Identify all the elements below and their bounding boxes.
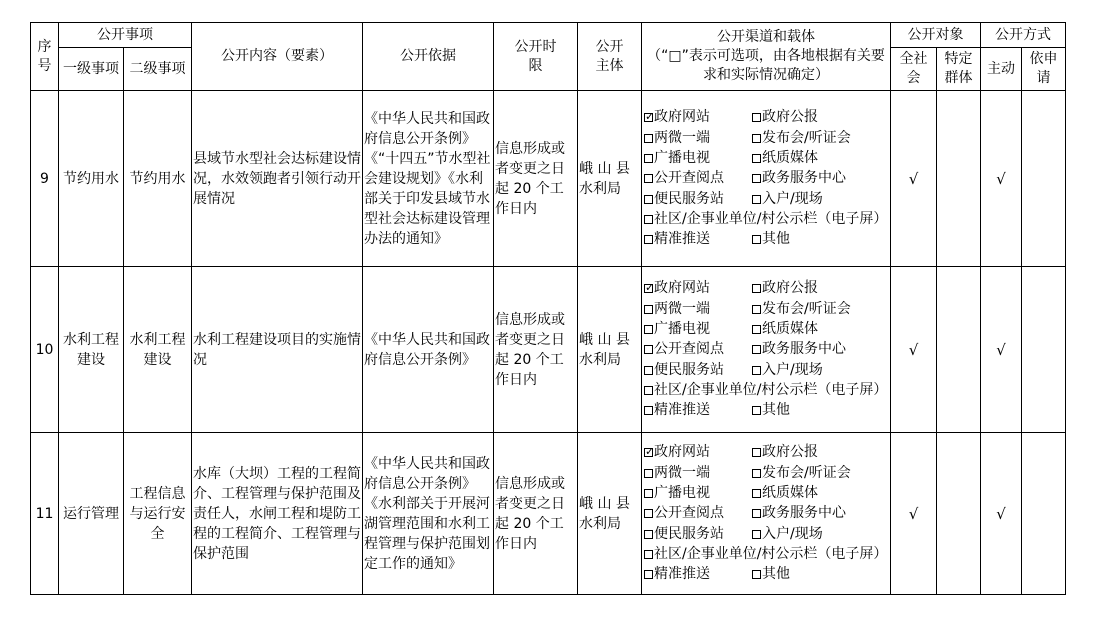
checkbox-icon[interactable] xyxy=(644,489,653,498)
row-basis: 《中华人民共和国政府信息公开条例》 xyxy=(363,267,494,433)
row-target-all: √ xyxy=(891,433,937,595)
row-level2: 节约用水 xyxy=(124,91,192,267)
checkbox-icon[interactable] xyxy=(644,530,653,539)
checkbox-icon[interactable] xyxy=(644,509,653,518)
checkbox-icon[interactable] xyxy=(752,284,761,293)
checkbox-icon[interactable] xyxy=(644,406,653,415)
row-target-all: √ xyxy=(891,91,937,267)
checkbox-icon[interactable] xyxy=(644,154,653,163)
header-channel-title: 公开渠道和载体 xyxy=(717,29,815,45)
checkbox-icon[interactable] xyxy=(752,325,761,334)
row-method-request xyxy=(1022,267,1066,433)
row-target-specific xyxy=(937,267,981,433)
row-method-active: √ xyxy=(981,91,1022,267)
header-content: 公开内容（要素） xyxy=(192,23,363,91)
header-basis: 公开依据 xyxy=(363,23,494,91)
row-target-specific xyxy=(937,433,981,595)
header-channel xyxy=(642,23,891,91)
checkbox-icon[interactable] xyxy=(752,489,761,498)
header-level1: 一级事项 xyxy=(59,48,124,91)
row-subject: 峨 山 县水利局 xyxy=(578,433,642,595)
checkbox-icon[interactable] xyxy=(752,345,761,354)
checkbox-icon[interactable] xyxy=(644,174,653,183)
checkbox-icon[interactable] xyxy=(752,134,761,143)
checkbox-icon[interactable] xyxy=(752,154,761,163)
row-content: 水利工程建设项目的实施情况 xyxy=(192,267,363,433)
checkbox-checked-icon[interactable] xyxy=(644,284,653,293)
header-subject: 公开主体 xyxy=(578,23,642,91)
header-method-request: 依申请 xyxy=(1022,48,1066,91)
table-row xyxy=(31,433,1066,595)
header-target-group: 公开对象 xyxy=(891,23,981,48)
header-seq: 序号 xyxy=(31,23,59,91)
checkbox-checked-icon[interactable] xyxy=(644,113,653,122)
checkbox-icon[interactable] xyxy=(644,570,653,579)
row-target-specific xyxy=(937,91,981,267)
row-method-active: √ xyxy=(981,433,1022,595)
row-target-all: √ xyxy=(891,267,937,433)
checkbox-icon[interactable] xyxy=(752,406,761,415)
row-time-limit: 信息形成或者变更之日起 20 个工作日内 xyxy=(494,433,578,595)
row-channels: ✓政府网站 政府公报 两微一端 发布会/听证会 广播电视 纸质媒体 公开查阅点 政务服务中心 便民服务站 入户/现场 社区/企事业单位/村公示栏（电子屏） 精准推送 其他 xyxy=(642,433,891,595)
checkbox-icon[interactable] xyxy=(644,345,653,354)
row-level1: 水利工程建设 xyxy=(59,267,124,433)
checkbox-icon[interactable] xyxy=(752,469,761,478)
checkbox-icon[interactable] xyxy=(752,235,761,244)
checkbox-icon[interactable] xyxy=(644,235,653,244)
checkbox-icon[interactable] xyxy=(752,305,761,314)
checkbox-icon[interactable] xyxy=(644,550,653,559)
checkbox-icon[interactable] xyxy=(644,325,653,334)
row-content: 水库（大坝）工程的工程简介、工程管理与保护范围及责任人，水闸工程和堤防工程的工程简介、工程管理与保护范围 xyxy=(192,433,363,595)
table-row xyxy=(31,91,1066,267)
checkbox-icon[interactable] xyxy=(752,530,761,539)
checkbox-icon[interactable] xyxy=(644,305,653,314)
table-row xyxy=(31,267,1066,433)
row-time-limit: 信息形成或者变更之日起 20 个工作日内 xyxy=(494,91,578,267)
row-subject: 峨 山 县水利局 xyxy=(578,91,642,267)
row-level2: 工程信息与运行安全 xyxy=(124,433,192,595)
header-method-group: 公开方式 xyxy=(981,23,1066,48)
disclosure-table xyxy=(30,22,1066,595)
row-basis: 《中华人民共和国政府信息公开条例》《水利部关于开展河湖管理范围和水利工程管理与保护范围划定工作的通知》 xyxy=(363,433,494,595)
checkbox-icon[interactable] xyxy=(752,366,761,375)
row-level1: 运行管理 xyxy=(59,433,124,595)
row-level1: 节约用水 xyxy=(59,91,124,267)
header-channel-note: （“□”表示可选项，由各地根据有关要求和实际情况确定） xyxy=(647,48,885,83)
header-method-active: 主动 xyxy=(981,48,1022,91)
row-method-request xyxy=(1022,433,1066,595)
checkbox-icon[interactable] xyxy=(752,174,761,183)
row-method-active: √ xyxy=(981,267,1022,433)
row-method-request xyxy=(1022,91,1066,267)
row-seq: 9 xyxy=(31,91,59,267)
row-seq: 10 xyxy=(31,267,59,433)
checkbox-icon[interactable] xyxy=(644,134,653,143)
header-level2: 二级事项 xyxy=(124,48,192,91)
checkbox-icon[interactable] xyxy=(752,448,761,457)
row-basis: 《中华人民共和国政府信息公开条例》《“十四五”节水型社会建设规划》《水利部关于印发县域节水型社会达标建设管理办法的通知》 xyxy=(363,91,494,267)
row-channels: ✓政府网站 政府公报 两微一端 发布会/听证会 广播电视 纸质媒体 公开查阅点 政务服务中心 便民服务站 入户/现场 社区/企事业单位/村公示栏（电子屏） 精准推送 其他 xyxy=(642,267,891,433)
row-seq: 11 xyxy=(31,433,59,595)
row-subject: 峨 山 县水利局 xyxy=(578,267,642,433)
checkbox-icon[interactable] xyxy=(752,195,761,204)
header-target-specific: 特定群体 xyxy=(937,48,981,91)
checkbox-icon[interactable] xyxy=(752,113,761,122)
row-time-limit: 信息形成或者变更之日起 20 个工作日内 xyxy=(494,267,578,433)
checkbox-checked-icon[interactable] xyxy=(644,448,653,457)
checkbox-icon[interactable] xyxy=(644,469,653,478)
row-content: 县域节水型社会达标建设情况，水效领跑者引领行动开展情况 xyxy=(192,91,363,267)
row-channels: ✓政府网站 政府公报 两微一端 发布会/听证会 广播电视 纸质媒体 公开查阅点 政务服务中心 便民服务站 入户/现场 社区/企事业单位/村公示栏（电子屏） 精准推送 其他 xyxy=(642,91,891,267)
checkbox-icon[interactable] xyxy=(752,509,761,518)
checkbox-icon[interactable] xyxy=(644,366,653,375)
checkbox-icon[interactable] xyxy=(644,195,653,204)
header-target-all: 全社会 xyxy=(891,48,937,91)
header-time-limit: 公开时限 xyxy=(494,23,578,91)
header-item-group: 公开事项 xyxy=(59,23,192,48)
row-level2: 水利工程建设 xyxy=(124,267,192,433)
checkbox-icon[interactable] xyxy=(644,386,653,395)
checkbox-icon[interactable] xyxy=(752,570,761,579)
checkbox-icon[interactable] xyxy=(644,215,653,224)
